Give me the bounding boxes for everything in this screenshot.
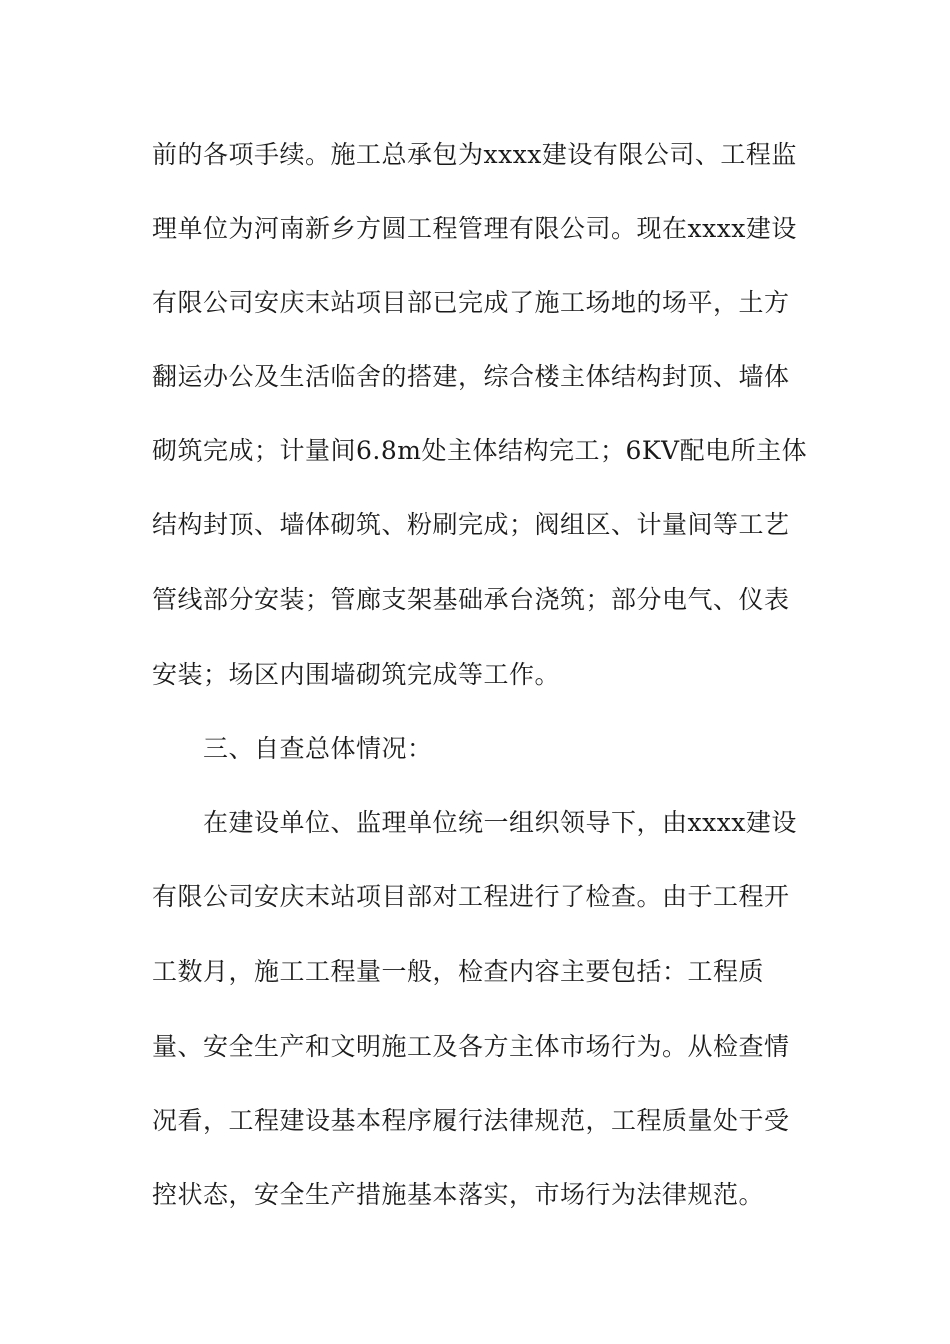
paragraph-line: 况看，工程建设基本程序履行法律规范，工程质量处于受 (152, 1106, 790, 1135)
paragraph-line: 量、安全生产和文明施工及各方主体市场行为。从检查情 (152, 1032, 790, 1061)
paragraph-line: 工数月，施工工程量一般，检查内容主要包括：工程质 (152, 957, 765, 986)
paragraph-line: 管线部分安装；管廊支架基础承台浇筑；部分电气、仪表 (152, 585, 790, 614)
paragraph-line: 在建设单位、监理单位统一组织领导下，由xxxx建设 (203, 808, 797, 837)
paragraph-line: 有限公司安庆末站项目部对工程进行了检查。由于工程开 (152, 882, 790, 911)
paragraph-line: 有限公司安庆末站项目部已完成了施工场地的场平，土方 (152, 288, 790, 317)
paragraph-line: 翻运办公及生活临舍的搭建，综合楼主体结构封顶、墙体 (152, 362, 790, 391)
paragraph-line: 结构封顶、墙体砌筑、粉刷完成；阀组区、计量间等工艺 (152, 510, 790, 539)
paragraph-line: 安装；场区内围墙砌筑完成等工作。 (152, 660, 561, 689)
paragraph-line: 理单位为河南新乡方圆工程管理有限公司。现在xxxx建设 (152, 214, 797, 243)
section-heading: 三、自查总体情况： (203, 734, 433, 763)
paragraph-line: 控状态，安全生产措施基本落实，市场行为法律规范。 (152, 1180, 765, 1209)
paragraph-line: 砌筑完成；计量间6.8m处主体结构完工；6KV配电所主体 (152, 436, 808, 465)
paragraph-line: 前的各项手续。施工总承包为xxxx建设有限公司、工程监 (152, 140, 797, 169)
